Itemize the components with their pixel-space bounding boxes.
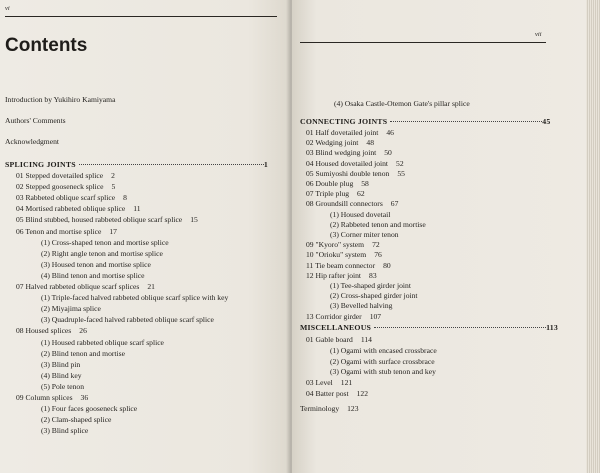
toc-entry-label: (1) Triple-faced halved rabbeted oblique scarf splice with key — [41, 293, 229, 303]
toc-entry — [330, 220, 426, 229]
toc-entry-label: (2) Ogami with surface crossbrace — [330, 356, 435, 366]
toc-entry-label: 08 Groundsill connectors — [306, 199, 383, 209]
toc-entry-label: (3) Quadruple-faced halved rabbeted oblique scarf splice — [41, 315, 214, 325]
toc-entry — [330, 301, 392, 310]
toc-entry-page: 50 — [384, 148, 392, 158]
toc-entry — [41, 415, 111, 424]
toc-entry-page: 114 — [360, 335, 372, 344]
toc-entry-page: 62 — [357, 189, 365, 199]
toc-entry — [16, 227, 117, 236]
toc-entry — [306, 148, 392, 157]
toc-entry — [306, 128, 394, 137]
toc-entry — [306, 261, 391, 270]
toc-entry-label: 04 Mortised rabbeted oblique splice — [16, 204, 126, 214]
toc-entry-label: 05 Blind stubbed, housed rabbeted oblique scarf splice — [16, 215, 183, 225]
toc-entry-page: 67 — [390, 199, 399, 209]
toc-entry-label: 03 Rabbeted oblique scarf splice — [16, 193, 116, 203]
carryover-entry: (4) Osaka Castle-Otemon Gate's pillar splice — [334, 99, 470, 108]
toc-entry-page: 58 — [361, 179, 369, 188]
toc-entry-label: 11 Tie beam connector — [306, 260, 376, 270]
toc-entry-label: (2) Clam-shaped splice — [41, 415, 112, 425]
toc-entry-label: 05 Sumiyoshi double tenon — [306, 168, 390, 178]
toc-entry — [306, 335, 372, 344]
toc-entry-page: 15 — [190, 215, 198, 225]
front-matter-acknowledgment: Acknowledgment — [5, 137, 59, 146]
toc-entry — [41, 271, 145, 280]
section-heading-splicing: SPLICING JOINTS 1 — [5, 160, 268, 169]
page-edges — [586, 0, 600, 473]
toc-entry — [41, 349, 125, 358]
toc-entry — [41, 249, 163, 258]
toc-entry-label: (2) Cross-shaped girder joint — [330, 291, 418, 301]
toc-entry-label: (3) Blind pin — [41, 359, 81, 369]
toc-entry — [306, 389, 368, 398]
toc-entry-label: 07 Halved rabbeted oblique scarf splices — [16, 282, 140, 291]
page-folio: vi — [5, 5, 10, 12]
toc-entry — [306, 169, 405, 178]
toc-entry-label: 03 Level — [306, 378, 333, 388]
toc-entry-label: (3) Ogami with stub tenon and key — [330, 367, 436, 377]
toc-entry — [330, 230, 399, 239]
section-heading-connecting: CONNECTING JOINTS 45 — [300, 117, 551, 126]
toc-entry-label: 01 Half dovetailed joint — [306, 128, 379, 137]
toc-entry — [41, 338, 164, 347]
toc-entry — [330, 367, 436, 376]
toc-entry — [306, 189, 365, 198]
toc-entry — [41, 293, 228, 302]
toc-entry-label: 04 Batter post — [306, 389, 349, 398]
toc-entry — [16, 182, 115, 191]
toc-entry — [306, 271, 377, 280]
toc-entry-label: (3) Housed tenon and mortise splice — [41, 259, 151, 269]
toc-entry-label: (1) Cross-shaped tenon and mortise splice — [41, 237, 169, 247]
toc-entry-label: 06 Tenon and mortise splice — [16, 226, 102, 236]
toc-entry — [41, 238, 169, 247]
toc-entry — [306, 250, 382, 259]
toc-entry-label: 12 Hip rafter joint — [306, 270, 362, 280]
toc-entry-page: 80 — [383, 260, 391, 270]
front-matter-introduction: Introduction by Yukihiro Kamiyama — [5, 95, 116, 104]
toc-entry — [16, 193, 127, 202]
toc-entry-label: (4) Blind tenon and mortise splice — [41, 270, 145, 280]
toc-entry-page: 72 — [372, 240, 380, 250]
toc-entry-label: (4) Blind key — [41, 370, 82, 380]
toc-entry-label: 10 "Orioku" system — [306, 250, 367, 260]
right-page — [292, 0, 600, 473]
toc-entry-label: 07 Triple plug — [306, 189, 350, 199]
toc-entry-label: (3) Corner miter tenon — [330, 230, 399, 239]
toc-entry-page: 107 — [369, 311, 382, 321]
toc-entry — [41, 382, 84, 391]
toc-entry-label: 03 Blind wedging joint — [306, 148, 377, 158]
toc-entry — [16, 393, 88, 402]
toc-entry-page: 8 — [123, 193, 127, 203]
toc-entry — [306, 179, 369, 188]
toc-entry-page: 46 — [386, 128, 394, 137]
toc-entry — [41, 260, 151, 269]
toc-entry-label: 09 "Kyoro" system — [306, 240, 365, 250]
toc-entry — [41, 426, 88, 435]
toc-entry-page: 21 — [147, 282, 155, 291]
toc-entry-label: (3) Bevelled halving — [330, 301, 393, 311]
page-folio-right: vii — [535, 31, 542, 38]
toc-entry-label: 04 Housed dovetailed joint — [306, 158, 389, 168]
toc-entry-label: 06 Double plug — [306, 179, 354, 188]
toc-entry — [41, 404, 137, 413]
terminology-entry: Terminology 123 — [300, 404, 359, 413]
toc-entry-page: 5 — [111, 182, 116, 192]
toc-entry-label: 13 Corridor girder — [306, 311, 362, 321]
toc-entry-label: 01 Stepped dovetailed splice — [16, 171, 104, 180]
toc-entry — [16, 326, 87, 335]
header-rule — [5, 16, 277, 17]
toc-entry-page: 52 — [396, 158, 404, 168]
front-matter-authors-comments: Authors' Comments — [5, 116, 66, 125]
toc-entry — [41, 371, 82, 380]
toc-entry — [330, 357, 435, 366]
toc-entry — [16, 282, 155, 291]
toc-entry-label: 08 Housed splices — [16, 326, 72, 336]
toc-entry — [306, 312, 381, 321]
toc-entry — [330, 346, 437, 355]
toc-entry — [16, 204, 141, 213]
toc-entry-page: 11 — [133, 204, 141, 214]
toc-entry-label: (2) Right angle tenon and mortise splice — [41, 248, 163, 258]
toc-entry — [330, 210, 390, 219]
toc-entry — [306, 138, 374, 147]
toc-entry-label: (1) Tee-shaped girder joint — [330, 281, 411, 290]
toc-entry — [306, 378, 352, 387]
toc-entry-page: 76 — [374, 250, 382, 260]
toc-entry-label: 02 Stepped gooseneck splice — [16, 182, 104, 192]
toc-entry — [306, 240, 380, 249]
left-page — [0, 0, 292, 473]
toc-entry-label: 02 Wedging joint — [306, 138, 359, 148]
toc-entry — [330, 281, 411, 290]
toc-entry-page: 36 — [80, 393, 89, 402]
toc-entry-page: 122 — [356, 389, 368, 398]
toc-entry-label: 01 Gable board — [306, 335, 353, 344]
toc-entry-label: (2) Miyajima splice — [41, 304, 101, 314]
toc-entry-page: 26 — [79, 326, 87, 336]
toc-entry-label: 09 Column splices — [16, 393, 73, 402]
toc-entry-label: (1) Ogami with encased crossbrace — [330, 345, 437, 355]
toc-entry — [330, 291, 418, 300]
toc-entry-label: (1) Four faces gooseneck splice — [41, 404, 138, 414]
toc-entry-label: (3) Blind splice — [41, 426, 89, 436]
toc-entry-label: (2) Rabbeted tenon and mortise — [330, 219, 426, 229]
toc-entry-page: 121 — [340, 378, 353, 388]
section-heading-misc: MISCELLANEOUS 113 — [300, 323, 558, 332]
toc-entry-label: (1) Housed rabbeted oblique scarf splice — [41, 337, 164, 347]
toc-entry-label: (1) Housed dovetail — [330, 209, 391, 219]
toc-entry-label: (5) Pole tenon — [41, 381, 85, 391]
page-title: Contents — [5, 35, 88, 56]
toc-entry-page: 17 — [109, 226, 117, 236]
toc-entry-page: 55 — [397, 168, 405, 178]
toc-entry-label: (2) Blind tenon and mortise — [41, 348, 125, 358]
toc-entry — [41, 304, 101, 313]
toc-entry — [41, 360, 80, 369]
toc-entry — [306, 159, 404, 168]
toc-entry — [41, 315, 214, 324]
toc-entry — [16, 171, 115, 180]
toc-entry-page: 48 — [366, 138, 374, 148]
toc-entry-page: 2 — [111, 171, 115, 180]
toc-entry — [306, 199, 398, 208]
header-rule-right — [300, 42, 546, 43]
toc-entry-page: 83 — [369, 270, 377, 280]
toc-entry — [16, 215, 198, 224]
